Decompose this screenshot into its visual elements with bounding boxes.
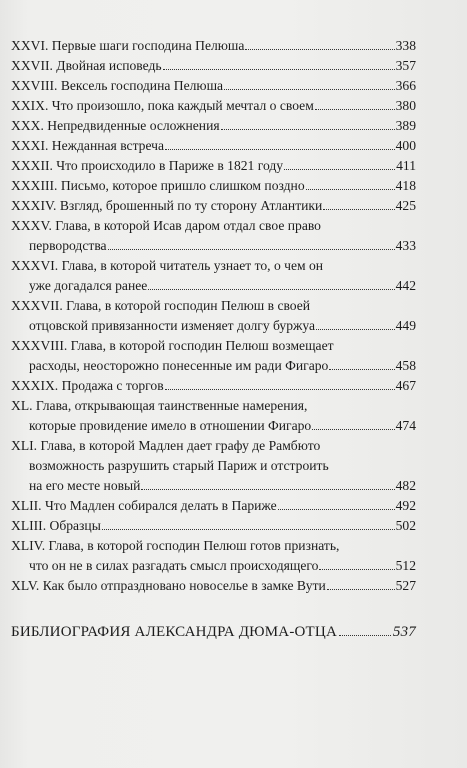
toc-page-number: 433 [395, 238, 416, 253]
dot-leader [284, 169, 395, 170]
dot-leader [312, 429, 394, 430]
toc-entry [11, 296, 416, 336]
toc-entry-line [11, 496, 416, 516]
dot-leader [102, 529, 395, 530]
toc-entry-line [11, 516, 416, 536]
toc-page-number: 467 [395, 378, 416, 393]
toc-entry-text: отцовской привязанности изменяет долгу буржуа [29, 318, 316, 333]
toc-entry [11, 396, 416, 436]
toc-entry-line [11, 56, 416, 76]
toc-page-number: 338 [395, 38, 416, 53]
toc-entry-text: на его месте новый [29, 478, 141, 493]
toc-page-number: 425 [395, 198, 416, 213]
toc-entry-line [11, 316, 416, 336]
toc-entry [11, 116, 416, 136]
bibliography-label: БИБЛИОГРАФИЯ АЛЕКСАНДРА ДЮМА-ОТЦА [11, 624, 337, 640]
toc-entry-text: XXVIII. Вексель господина Пелюша [11, 78, 224, 93]
toc-entry-line [11, 36, 416, 56]
toc-entry-text: XXXIV. Взгляд, брошенный по ту сторону Атлантики [11, 198, 323, 213]
toc-page-number: 442 [395, 278, 416, 293]
toc-entry-text: XXVII. Двойная исповедь [11, 58, 162, 73]
dot-leader [165, 149, 395, 150]
toc-entry-line [11, 276, 416, 296]
toc-entry-text: которые провидение имело в отношении Фигаро [29, 418, 312, 433]
toc-page-number: 482 [395, 478, 416, 493]
toc-entry-text: XXXV. Глава, в которой Исав даром отдал свое право [11, 218, 321, 233]
toc-entry-line [11, 336, 416, 356]
toc-entry-line [11, 356, 416, 376]
toc-entry-line [11, 436, 416, 456]
toc-entry-line [11, 476, 416, 496]
toc-entry-text: XLV. Как было отпраздновано новоселье в замке Вути [11, 578, 326, 593]
toc-entry [11, 216, 416, 256]
toc-entry-line [11, 256, 416, 276]
dot-leader [315, 109, 395, 110]
toc-entry-text: XXX. Непредвиденные осложнения [11, 118, 220, 133]
toc-entry [11, 36, 416, 56]
toc-entry [11, 496, 416, 516]
toc-entry [11, 256, 416, 296]
toc-entry-line [11, 556, 416, 576]
toc-page-number: 512 [395, 558, 416, 573]
dot-leader [148, 289, 394, 290]
toc-entry-line [11, 296, 416, 316]
toc-entry-text: XLIV. Глава, в которой господин Пелюш готов признать, [11, 538, 340, 553]
toc-entry [11, 56, 416, 76]
toc-page-number: 389 [395, 118, 416, 133]
dot-leader [329, 369, 394, 370]
toc-entry-line [11, 576, 416, 596]
toc-entry-line [11, 376, 416, 396]
toc-entry-text: первородства [29, 238, 107, 253]
toc-entry-text: XL. Глава, открывающая таинственные намерения, [11, 398, 308, 413]
toc-page-number: 492 [395, 498, 416, 513]
toc-page-number: 502 [395, 518, 416, 533]
toc-entry-text: возможность разрушить старый Париж и отстроить [29, 458, 329, 473]
toc-page-number: 418 [395, 178, 416, 193]
dot-leader [221, 129, 395, 130]
toc-page-number: 400 [395, 138, 416, 153]
dot-leader [165, 389, 395, 390]
toc-entry-text: XLI. Глава, в которой Мадлен дает графу де Рамбюто [11, 438, 321, 453]
toc-entry [11, 376, 416, 396]
toc-entry-text: уже догадался ранее [29, 278, 148, 293]
toc-page-number: 474 [395, 418, 416, 433]
toc-entry-text: расходы, неосторожно понесенные им ради Фигаро [29, 358, 329, 373]
bibliography-page-number: 537 [392, 624, 416, 640]
toc-entry-line [11, 76, 416, 96]
dot-leader [141, 489, 394, 490]
toc-page-number: 527 [395, 578, 416, 593]
toc-entry-line [11, 416, 416, 436]
toc-page-number: 458 [395, 358, 416, 373]
toc-entry-text: XXXVI. Глава, в которой читатель узнает то, о чем он [11, 258, 324, 273]
toc-entry [11, 336, 416, 376]
toc-page-number: 411 [396, 158, 416, 173]
toc-entry-line [11, 196, 416, 216]
toc-entry-line [11, 456, 416, 476]
toc-entry-text: XXXIX. Продажа с торгов [11, 378, 164, 393]
toc-entry-text: XXXII. Что происходило в Париже в 1821 году [11, 158, 284, 173]
toc-entry-text: XXVI. Первые шаги господина Пелюша [11, 38, 245, 53]
toc-entry [11, 576, 416, 596]
toc-entry [11, 436, 416, 496]
toc-page-number: 366 [395, 78, 416, 93]
toc-entry-line [11, 96, 416, 116]
dot-leader [339, 635, 391, 636]
toc-entry-text: XLII. Что Мадлен собирался делать в Париже [11, 498, 277, 513]
toc-entry-line [11, 176, 416, 196]
dot-leader [108, 249, 395, 250]
toc-entry-text: XXXVIII. Глава, в которой господин Пелюш возмещает [11, 338, 334, 353]
toc-entry-line [11, 236, 416, 256]
toc-entry-text: XXIX. Что произошло, пока каждый мечтал о своем [11, 98, 314, 113]
toc-page-number: 449 [395, 318, 416, 333]
toc-entry-text: XXXIII. Письмо, которое пришло слишком поздно [11, 178, 305, 193]
toc-entry [11, 196, 416, 216]
toc-entry [11, 96, 416, 116]
dot-leader [316, 329, 395, 330]
dot-leader [163, 69, 395, 70]
dot-leader [306, 189, 395, 190]
toc-entry-text: XXXVII. Глава, в которой господин Пелюш в своей [11, 298, 311, 313]
toc-entry-text: что он не в силах разгадать смысл происходящего [29, 558, 319, 573]
toc-entry-text: XLIII. Образцы [11, 518, 101, 533]
toc-entry [11, 516, 416, 536]
dot-leader [245, 49, 394, 50]
toc-page-number: 380 [395, 98, 416, 113]
dot-leader [278, 509, 395, 510]
dot-leader [323, 209, 394, 210]
dot-leader [327, 589, 395, 590]
toc-entry-line [11, 536, 416, 556]
toc-entry-line [11, 396, 416, 416]
toc-entry-line [11, 156, 416, 176]
toc-entry-text: XXXI. Нежданная встреча [11, 138, 165, 153]
toc-entry [11, 536, 416, 576]
toc-entry [11, 76, 416, 96]
toc-page-number: 357 [395, 58, 416, 73]
toc-entry [11, 136, 416, 156]
toc-entry-line [11, 136, 416, 156]
toc-entry-line [11, 216, 416, 236]
dot-leader [319, 569, 394, 570]
toc-entry-line [11, 116, 416, 136]
bibliography-entry [11, 622, 416, 642]
toc-entry [11, 156, 416, 176]
table-of-contents [11, 36, 416, 596]
toc-entry [11, 176, 416, 196]
dot-leader [224, 89, 395, 90]
